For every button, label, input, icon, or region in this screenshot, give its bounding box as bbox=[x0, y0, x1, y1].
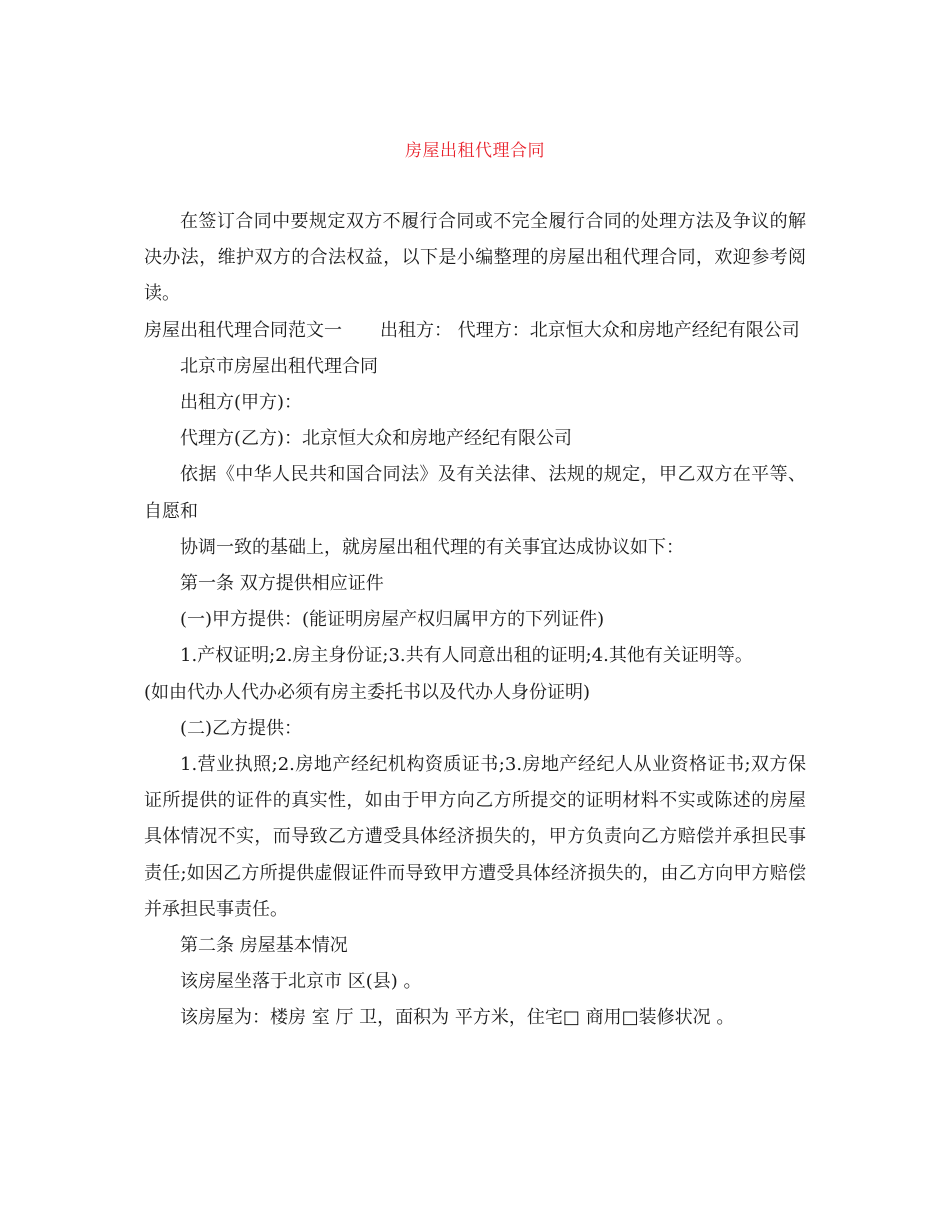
property-details: 该房屋为：楼房 室 厅 卫，面积为 平方米，住宅□ 商用□装修状况 。 bbox=[180, 1007, 735, 1029]
party-a-line: 出租方(甲方)： bbox=[180, 392, 303, 414]
party-b-documents: 1.营业执照;2.房地产经纪机构资质证书;3.房地产经纪人从业资格证书;双方保证所提供的证件的真实性，如由于甲方向乙方所提交的证明材料不实或陈述的房屋具体情况不实，而导致乙方遭受具体经济损失的，甲方负责向乙方赔偿并承担民事责任;如因乙方所提供虚假证件而导致甲方遭受具体经济损失的，由乙方向甲方赔偿并承担民事责任。 bbox=[144, 754, 806, 920]
party-a-provides: (一)甲方提供：(能证明房屋产权归属甲方的下列证件) bbox=[180, 609, 605, 631]
proxy-note: (如由代办人代办必须有房主委托书以及代办人身份证明) bbox=[144, 681, 591, 703]
article-1-heading: 第一条 双方提供相应证件 bbox=[180, 573, 384, 595]
sample-lessor: 出租方： bbox=[380, 319, 452, 341]
agreement-intro: 协调一致的基础上，就房屋出租代理的有关事宜达成协议如下： bbox=[180, 536, 684, 558]
sample-agent: 代理方：北京恒大众和房地产经纪有限公司 bbox=[457, 319, 800, 341]
contract-name: 北京市房屋出租代理合同 bbox=[180, 355, 378, 377]
intro-paragraph: 在签订合同中要规定双方不履行合同或不完全履行合同的处理方法及争议的解决办法，维护双方的合法权益，以下是小编整理的房屋出租代理合同，欢迎参考阅读。 bbox=[144, 211, 806, 305]
document-body bbox=[144, 204, 806, 1037]
sample-heading-line bbox=[144, 313, 806, 349]
article-2-heading: 第二条 房屋基本情况 bbox=[180, 935, 348, 957]
party-b-provides: (二)乙方提供： bbox=[180, 717, 303, 739]
property-location: 该房屋坐落于北京市 区(县) 。 bbox=[180, 971, 422, 993]
party-a-documents: 1.产权证明;2.房主身份证;3.共有人同意出租的证明;4.其他有关证明等。 bbox=[180, 645, 753, 667]
document-title: 房屋出租代理合同 bbox=[405, 141, 545, 161]
party-b-line: 代理方(乙方)：北京恒大众和房地产经纪有限公司 bbox=[180, 428, 573, 450]
legal-basis-paragraph: 依据《中华人民共和国合同法》及有关法律、法规的规定，甲乙双方在平等、自愿和 bbox=[144, 464, 806, 522]
sample-heading: 房屋出租代理合同范文一 bbox=[144, 319, 342, 341]
